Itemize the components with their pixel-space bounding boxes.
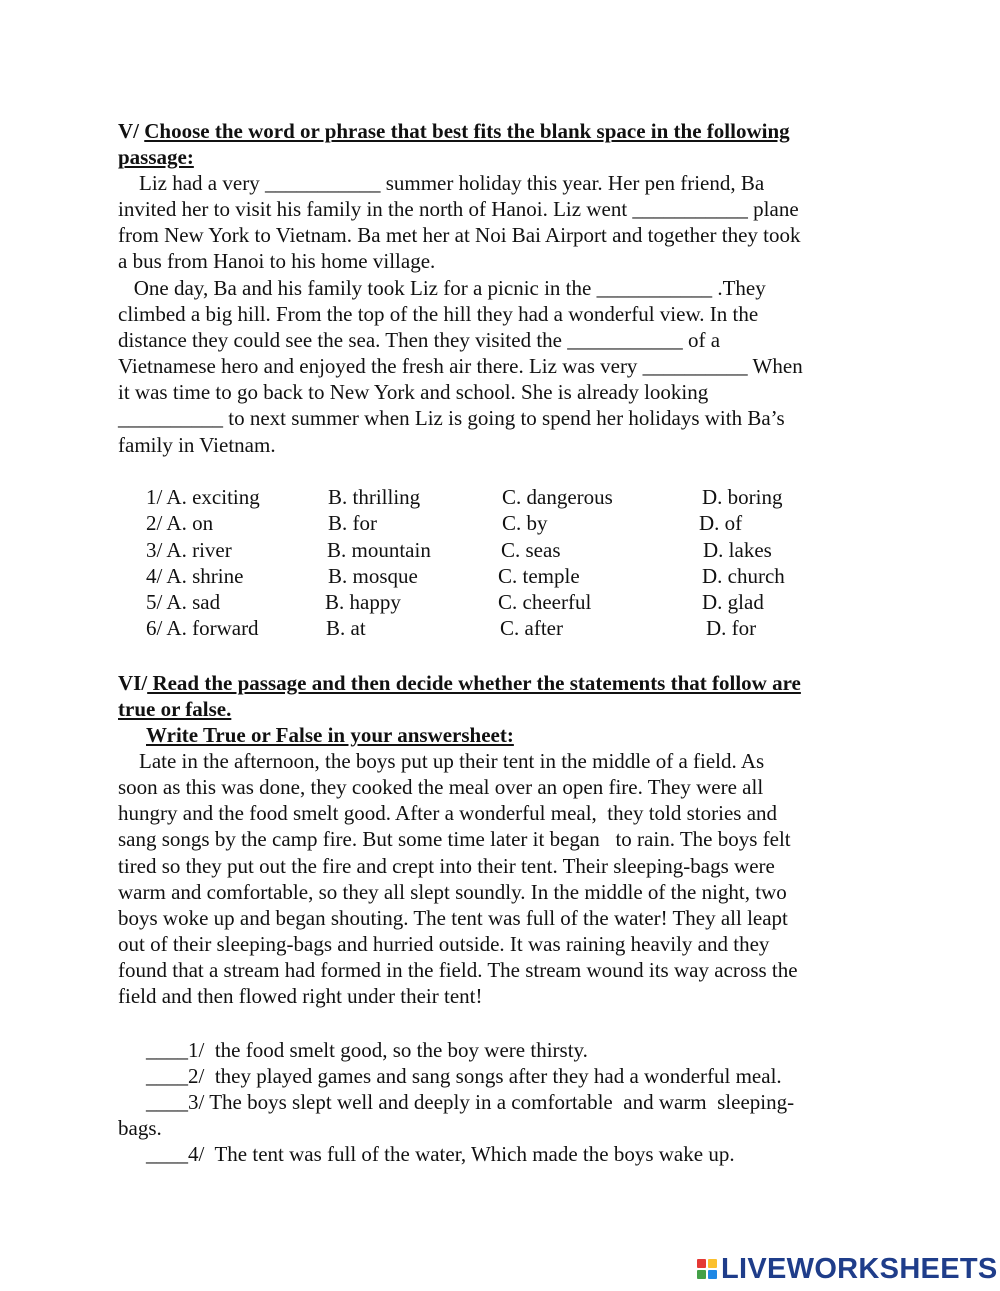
option-d: D. lakes [703, 538, 772, 562]
passage5-line: One day, Ba and his family took Liz for a picnic in the ___________ .They [118, 276, 766, 300]
section6-heading-prefix: VI/ [118, 671, 148, 695]
section6-heading-text: Read the passage and then decide whether the statements that follow are [147, 671, 801, 695]
option-a: 6/ A. forward [146, 616, 259, 640]
passage5-line: from New York to Vietnam. Ba met her at Noi Bai Airport and together they took [118, 223, 801, 247]
passage5-line: climbed a big hill. From the top of the hill they had a wonderful view. In the [118, 302, 759, 326]
option-a: 2/ A. on [146, 511, 214, 535]
passage5-line: it was time to go back to New York and school. She is already looking [118, 380, 709, 404]
logo-text: LIVEWORKSHEETS [721, 1253, 998, 1285]
option-a: 4/ A. shrine [146, 564, 244, 588]
option-c: C. dangerous [502, 485, 613, 509]
passage6-line: hungry and the food smelt good. After a wonderful meal, they told stories and [118, 801, 778, 825]
passage5-line: Vietnamese hero and enjoyed the fresh air there. Liz was very __________ When [118, 354, 803, 378]
option-a: 5/ A. sad [146, 590, 221, 614]
option-c: C. cheerful [498, 590, 592, 614]
option-c: C. seas [501, 538, 561, 562]
option-d: D. boring [702, 485, 783, 509]
option-a: 3/ A. river [146, 538, 232, 562]
statement-item: ____1/ the food smelt good, so the boy were thirsty. [146, 1038, 588, 1062]
section5-heading-line2: passage: [118, 145, 194, 169]
passage6-line: soon as this was done, they cooked the meal over an open fire. They were all [118, 775, 764, 799]
section6-subheading: Write True or False in your answersheet: [146, 723, 514, 747]
option-c: C. after [500, 616, 563, 640]
logo-square [697, 1270, 706, 1279]
passage5-line: a bus from Hanoi to his home village. [118, 249, 436, 273]
passage5-line: family in Vietnam. [118, 433, 276, 457]
passage6-line: boys woke up and began shouting. The tent was full of the water! They all leapt [118, 906, 788, 930]
option-d: D. church [702, 564, 785, 588]
option-c: C. temple [498, 564, 580, 588]
option-b: B. thrilling [328, 485, 421, 509]
passage5-line: Liz had a very ___________ summer holiday this year. Her pen friend, Ba [118, 171, 765, 195]
liveworksheets-logo [697, 1255, 998, 1283]
passage6-line: found that a stream had formed in the field. The stream wound its way across the [118, 958, 798, 982]
option-c: C. by [502, 511, 548, 535]
logo-squares-icon [697, 1259, 717, 1279]
section5-heading-text: Choose the word or phrase that best fits the blank space in the following [144, 119, 790, 143]
passage6-line: sang songs by the camp fire. But some time later it began to rain. The boys felt [118, 827, 791, 851]
logo-square [708, 1270, 717, 1279]
option-d: D. for [706, 616, 757, 640]
option-a: 1/ A. exciting [146, 485, 260, 509]
logo-square [697, 1259, 706, 1268]
passage6-line: field and then flowed right under their tent! [118, 984, 483, 1008]
passage6-line: warm and comfortable, so they all slept soundly. In the middle of the night, two [118, 880, 787, 904]
option-d: D. glad [702, 590, 764, 614]
logo-square [708, 1259, 717, 1268]
passage5-line: invited her to visit his family in the north of Hanoi. Liz went ___________ plane [118, 197, 799, 221]
statement-item: ____3/ The boys slept well and deeply in a comfortable and warm sleeping- [146, 1090, 795, 1114]
section5-heading [118, 118, 790, 144]
passage5-line: __________ to next summer when Liz is going to spend her holidays with Ba’s [118, 406, 785, 430]
option-b: B. for [328, 511, 377, 535]
passage5-line: distance they could see the sea. Then they visited the ___________ of a [118, 328, 721, 352]
passage6-line: tired so they put out the fire and crept into their tent. Their sleeping-bags were [118, 854, 775, 878]
passage6-line: Late in the afternoon, the boys put up their tent in the middle of a field. As [118, 749, 765, 773]
statement-item-continuation: bags. [118, 1116, 162, 1140]
section5-heading-prefix: V/ [118, 119, 145, 143]
section6-heading-line2: true or false. [118, 697, 232, 721]
option-b: B. at [326, 616, 366, 640]
option-b: B. mountain [327, 538, 431, 562]
option-d: D. of [699, 511, 743, 535]
section6-heading [118, 670, 801, 696]
statement-item: ____2/ they played games and sang songs after they had a wonderful meal. [146, 1064, 782, 1088]
statement-item: ____4/ The tent was full of the water, Which made the boys wake up. [146, 1142, 735, 1166]
option-b: B. happy [325, 590, 401, 614]
passage6-line: out of their sleeping-bags and hurried outside. It was raining heavily and they [118, 932, 770, 956]
option-b: B. mosque [328, 564, 418, 588]
